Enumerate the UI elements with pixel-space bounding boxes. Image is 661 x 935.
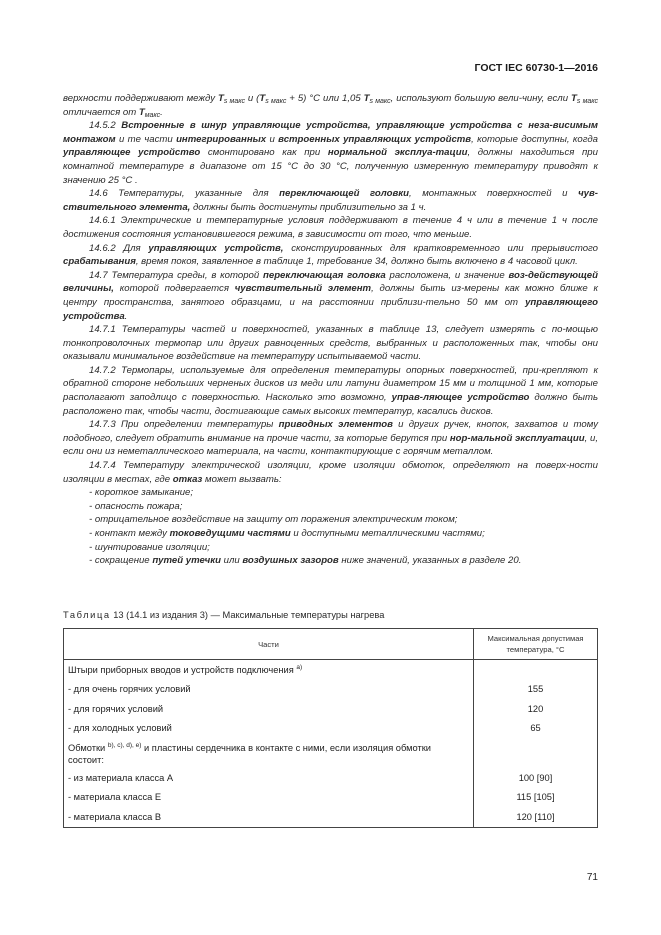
table-row xyxy=(64,660,598,680)
list-item: - короткое замыкание; xyxy=(89,487,194,499)
document-header: ГОСТ IEC 60730-1—2016 xyxy=(474,62,598,74)
paragraph-14-7-1: 14.7.1 Температуры частей и поверхностей, указанных в таблице 13, следует измерять с по-мощью тонкопроволочных термопар или других равноценных средств, выбранных и расположенных так, чтобы они оказывали минимальное воздействие на температуру испытываемой части. xyxy=(63,324,598,363)
paragraph: верхности поддерживают между $T_{s макс}$ и $(T_{s макс} + 5)$ °C или 1,05 $T_{s макс}$, используют большую вели-чину, если $T_{s макс}$ отличается от $T_{макс}$. xyxy=(63,93,598,119)
table-row xyxy=(64,680,598,700)
table-cell-value xyxy=(474,738,598,768)
table-cell-part: Штыри приборных вводов и устройств подключения $^{a)}$ xyxy=(64,660,474,680)
table-cell-value: 115 [105] xyxy=(474,788,598,808)
table-row xyxy=(64,768,598,788)
table-cell-value: 120 xyxy=(474,699,598,719)
table-cell-part: Обмотки $^{b), c), d), e)}$ и пластины сердечника в контакте с ними, если изоляция обмотки состоит: xyxy=(64,738,474,768)
main-text xyxy=(63,92,598,568)
paragraph-14-7: 14.7 Температура среды, в которой переключающая головка расположена, и значение воз-действующей величины, которой подвергается чувствительный элемент, должны быть из-мерены как можно ближе к центру пространства, занятого образцами, и на расстоянии приблизи-тельно 50 мм от управляющего устройства. xyxy=(63,269,598,322)
table-header-row xyxy=(64,629,598,660)
table-cell-part: - из материала класса А xyxy=(64,768,474,788)
list-item: - сокращение путей утечки или воздушных зазоров ниже значений, указанных в разделе 20. xyxy=(89,555,522,567)
table-row xyxy=(64,719,598,739)
paragraph-14-7-4: 14.7.4 Температуру электрической изоляции, кроме изоляции обмоток, определяют на поверх-ности изоляции в местах, где отказ может вызвать: xyxy=(63,460,598,485)
table-cell-value xyxy=(474,660,598,680)
table-cell-value: 120 [110] xyxy=(474,807,598,827)
table-cell-value: 155 xyxy=(474,680,598,700)
table-cell-value: 65 xyxy=(474,719,598,739)
table-row xyxy=(64,699,598,719)
table-cell-part: - для горячих условий xyxy=(64,699,474,719)
table-row xyxy=(64,807,598,827)
paragraph-14-6: 14.6 Температуры, указанные для переключающей головки, монтажных поверхностей и чув-ствительного элемента, должны быть достигнуты приблизительно за 1 ч. xyxy=(63,188,598,213)
list-item: - опасность пожара; xyxy=(89,500,183,512)
list-item: - отрицательное воздействие на защиту от поражения электрическим током; xyxy=(89,514,458,526)
list-item: - шунтирование изоляции; xyxy=(89,541,210,553)
column-header-temperature: Максимальная допустимая температура, °C xyxy=(474,629,598,660)
paragraph-14-6-1: 14.6.1 Электрические и температурные условия поддерживают в течение 4 ч или в течение 1 ч после достижения состояния установившегося режима, в зависимости от того, что меньше. xyxy=(63,215,598,240)
paragraph-14-7-2: 14.7.2 Термопары, используемые для определения температуры опорных поверхностей, при-крепляют к обратной стороне небольших черненых дисков из меди или латуни диаметром 15 мм и толщиной 1 мм, которые располагают заподлицо с поверхностью. Насколько это возможно, управ-ляющее устройство должно быть расположено так, чтобы части, достигающие самых высоких температур, касались дисков. xyxy=(63,364,598,417)
column-header-parts: Части xyxy=(64,629,474,660)
paragraph-14-5-2: 14.5.2 Встроенные в шнур управляющие устройства, управляющие устройства с неза-висимым монтажом и те части интегрированных и встроенных управляющих устройств, которые доступны, когда управляющее устройство смонтировано как при нормальной эксплуа-тации, должны находиться при комнатной температуре в диапазоне от 15 °C до 30 °C, полученную измеренную температуру приводят к значению 25 °C . xyxy=(63,120,599,186)
table-row xyxy=(64,738,598,768)
table-cell-part: - материала класса В xyxy=(64,807,474,827)
paragraph-14-6-2: 14.6.2 Для управляющих устройств, сконструированных для кратковременного или прерывистого срабатывания, время покоя, заявленное в таблице 1, требование 34, должно быть включено в 4 часовой цикл. xyxy=(63,242,599,268)
table-cell-part: - для очень горячих условий xyxy=(64,680,474,700)
page-number: 71 xyxy=(586,872,598,883)
table-cell-part: - для холодных условий xyxy=(64,719,474,739)
table-caption: Таблица 13 (14.1 из издания 3) — Максимальные температуры нагрева xyxy=(63,610,385,620)
list-item: - контакт между токоведущими частями и доступными металлическими частями; xyxy=(89,528,485,539)
table-cell-part: - материала класса Е xyxy=(64,788,474,808)
paragraph-14-7-3: 14.7.3 При определении температуры приводных элементов и других ручек, кнопок, захватов и тому подобного, следует обратить внимание на прочие части, за которые берутся при нор-мальной эксплуатации, и, если они из неметаллического материала, на части, контактирующие с горячим металлом. xyxy=(63,419,598,458)
table-cell-value: 100 [90] xyxy=(474,768,598,788)
temperature-table xyxy=(63,628,598,828)
table-row xyxy=(64,788,598,808)
